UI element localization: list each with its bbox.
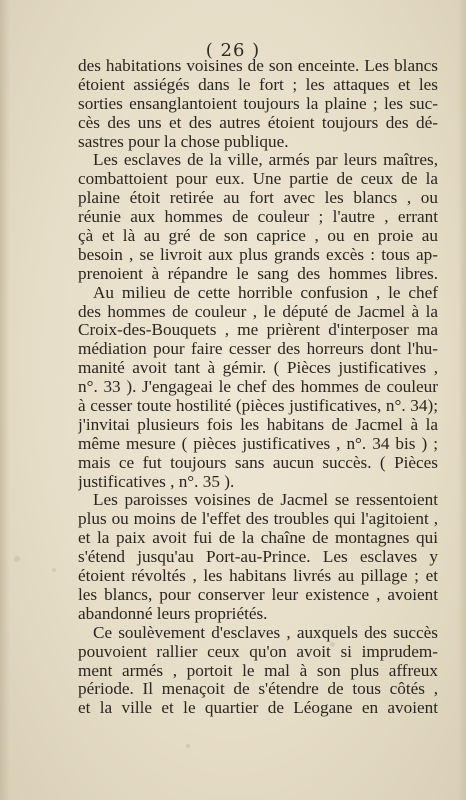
text-line: besoin , se livroit aux plus grands excès : tous ap- [78,245,438,264]
text-line: étoient assiégés dans le fort ; les attaques et les [78,75,438,94]
body-text [78,57,438,718]
text-line: des habitations voisines de son enceinte. Les blancs [78,57,438,75]
page-number: ( 26 ) [205,40,261,61]
text-line: cès des uns et des autres étoient toujours des dé- [78,113,438,132]
text-line: et la ville et le quartier de Léogane en avoient [78,699,438,718]
text-line: Croix-des-Bouquets , me prièrent d'interposer ma [78,321,438,340]
text-line: ment armés , portoit le mal à son plus affreux [78,661,438,680]
text-line: sastres pour la chose publique. [78,132,289,151]
text-line: abandonné leurs propriétés. [78,604,268,623]
text-line: sorties ensanglantoient toujours la plaine ; les suc- [78,94,438,113]
text-line: étoient révoltés , les habitans livrés au pillage ; et [78,567,438,586]
text-line: plus ou moins de l'effet des troubles qui l'agitoient , [78,510,438,529]
text-line: prenoient à répandre le sang des hommes libres. [78,264,438,283]
text-line: mais ce fut toujours sans aucun succès. ( Pièces [78,453,438,472]
text-line: des hommes de couleur , le député de Jacmel à la [78,302,438,321]
text-line: réunie aux hommes de couleur ; l'autre , errant [78,208,438,227]
text-line: plaine étoit retirée au fort avec les blancs , ou [78,189,438,208]
text-line: Les paroisses voisines de Jacmel se ressentoient [93,491,438,510]
text-line: çà et là au gré de son caprice , ou en proie au [78,227,438,246]
page-edge-right [458,0,466,800]
text-line: Les esclaves de la ville, armés par leurs maîtres, [93,151,438,170]
text-line: manité avoit tant à gémir. ( Pièces justificatives , [78,359,438,378]
text-line: Au milieu de cette horrible confusion , le chef [93,283,438,302]
paper-stain [52,568,56,572]
text-line: s'étend jusqu'au Port-au-Prince. Les esclaves y [78,548,438,567]
text-line: médiation pour faire cesser des horreurs dont l'hu- [78,340,438,359]
text-line: pouvoient rallier ceux qu'on avoit si imprudem- [78,642,438,661]
text-line: les blancs, pour conserver leur existence , avoient [78,585,438,604]
text-line: même mesure ( pièces justificatives , n°. 34 bis ) ; [78,434,438,453]
paper-stain [14,556,20,562]
text-line: à cesser toute hostilité (pièces justificatives, n°. 34); [78,397,438,416]
text-line: combattoient pour eux. Une partie de ceux de la [78,170,438,189]
page-edge-left [0,0,10,800]
text-line: Ce soulèvement d'esclaves , auxquels des succès [93,623,438,642]
text-line: et la paix avoit fui de la chaîne de montagnes qui [78,529,438,548]
text-line: n°. 33 ). J'engageai le chef des hommes de couleur [78,378,438,397]
text-line: justificatives , n°. 35 ). [78,472,235,491]
text-line: période. Il menaçoit de s'étendre de tous côtés , [78,680,438,699]
text-line: j'invitai plusieurs fois les habitans de Jacmel à la [78,415,438,434]
paper-stain [186,744,190,748]
